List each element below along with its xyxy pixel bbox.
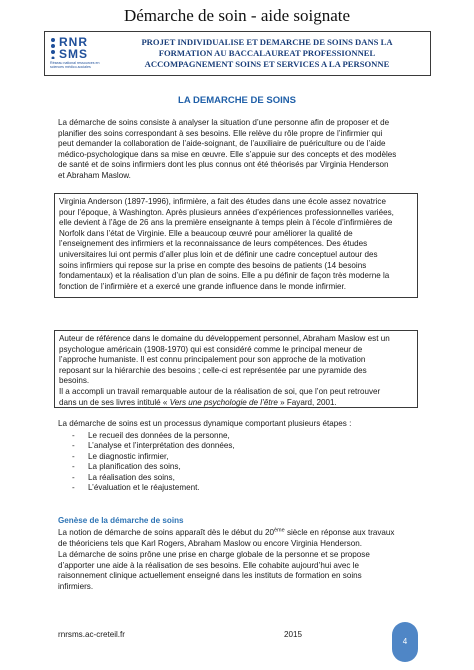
maslow-line: Auteur de référence dans le domaine du développement personnel, Abraham Maslow est un [59,334,390,343]
book-title: Vers une psychologie de l’être [169,397,278,407]
project-heading-line-1: PROJET INDIVIDUALISE ET DEMARCHE DE SOINS DANS LA [141,37,393,47]
intro-line: médico-psychologique dans sa mise en œuvre. Elle s’appuie sur des concepts et des modèles [58,149,397,159]
genesis-text-end: siècle en réponse aux travaux [284,528,395,537]
process-step: - La planification des soins, [58,462,414,472]
logo-caption: Réseau national ressources en sciences médico-sociales [50,61,100,69]
henderson-line: soins infirmiers qui repose sur la prise en compte des besoins de patients (14 besoins [59,260,367,270]
maslow-line: l’approche humaniste. Il est connu principalement pour son approche de la motivation [59,355,366,365]
rnrsms-logo [50,36,100,72]
process-steps-list [58,431,414,493]
henderson-bio-box [54,193,418,298]
footer-site: rnrsms.ac-creteil.fr [58,630,126,639]
henderson-line: fonction de l’infirmière et a exercé une grande influence dans le monde infirmier. [59,281,347,291]
maslow-line: reposant sur la hiérarchie des besoins ; celle-ci est représentée par une pyramide des [59,365,367,375]
header-banner [44,31,431,76]
process-step: - Le recueil des données de la personne, [58,431,414,441]
henderson-line: universitaires lui ont permis d’aller plus loin et de définir une cadre conceptuel autour des [59,249,378,259]
henderson-line: Norfolk dans l’état de Virginie. Elle a beaucoup œuvré pour améliorer la qualité de [59,228,353,238]
maslow-book-reference [59,398,413,409]
book-ref-prefix: dans un de ses livres intitulé « [59,397,170,407]
logo-text-sms: SMS [59,47,89,61]
process-step: - La réalisation des soins, [58,473,414,483]
genesis-heading: Genèse de la démarche de soins [58,516,184,525]
genesis-line [58,528,414,539]
intro-line: planifier des soins correspondant à ses besoins. Elle relève du rôle propre de l’infirmier qui [58,128,383,138]
maslow-bio-box [54,330,418,408]
maslow-line: psychologue américain (1908-1970) qui est considéré comme le principal meneur de [59,344,363,354]
process-step: - Le diagnostic infirmier, [58,452,414,462]
intro-paragraph [58,118,414,182]
genesis-line: raisonnement clinique actuellement enseigné dans les instituts de formation en soins [58,571,362,581]
henderson-line: fondamentaux) et la réalisation d’un plan de soins. Elle a pu définir de façon très moderne la [59,271,390,281]
henderson-line: pour l’époque, à Washington. Après plusieurs années d’expériences professionnelles variées, [59,207,394,217]
intro-line: peut demander la collaboration de l’aide-soignant, de l’auxiliaire de puériculture ou de l’aide [58,139,386,149]
genesis-paragraph-1 [58,528,414,549]
section-title: LA DEMARCHE DE SOINS [178,95,296,106]
process-intro: La démarche de soins est un processus dynamique comportant plusieurs étapes : [58,419,352,428]
process-step: - L’analyse et l’interprétation des données, [58,441,414,451]
intro-line: et Abraham Maslow. [58,170,131,180]
book-ref-suffix: » Fayard, 2001. [277,397,337,407]
henderson-line: Virginia Anderson (1897-1996), infirmière, a fait des études dans une école assez novatrice [59,197,386,206]
henderson-line: l’enseignement des infirmiers et la reconnaissance de leurs compétences. Des études [59,239,368,249]
project-heading-line-2: FORMATION AU BACCALAUREAT PROFESSIONNEL [158,48,376,58]
genesis-paragraph-2 [58,550,414,592]
genesis-line: d’apporter une aide à la réalisation de ses besoins. Elle cohabite aujourd’hui avec le [58,560,360,570]
intro-line: La démarche de soins consiste à analyser la situation d’une personne afin de proposer et de [58,118,390,127]
intro-line: de santé et de soins infirmiers dont les plus connus ont été théorisés par Virginia Henderson [58,160,389,170]
genesis-text-start: La notion de démarche de soins apparaît dès le début du 20 [58,528,274,537]
project-heading-line-3: ACCOMPAGNEMENT SOINS ET SERVICES A LA PERSONNE [144,59,390,69]
document-title: Démarche de soin - aide soignate [123,6,351,25]
maslow-line: besoins. [59,376,90,386]
genesis-line: infirmiers. [58,581,94,591]
maslow-line: Il a accompli un travail remarquable autour de la réalisation de soi, que l’on peut retrouver [59,386,381,396]
project-heading [107,37,427,70]
genesis-line: de théoriciens tels que Karl Rogers, Abraham Maslow ou encore Virginia Henderson. [58,538,362,548]
logo-text-rnr: RNR [59,35,88,49]
genesis-line: La démarche de soins prône une prise en charge globale de la personne et se propose [58,550,370,559]
process-step: - L’évaluation et le réajustement. [58,483,414,493]
page-number-badge: 4 [392,622,418,662]
footer-year: 2015 [284,630,303,639]
henderson-line: elle devient à l’âge de 26 ans la première enseignante à temps plein à l’école d’infirmières de [59,218,393,228]
century-superscript: ème [274,527,285,534]
